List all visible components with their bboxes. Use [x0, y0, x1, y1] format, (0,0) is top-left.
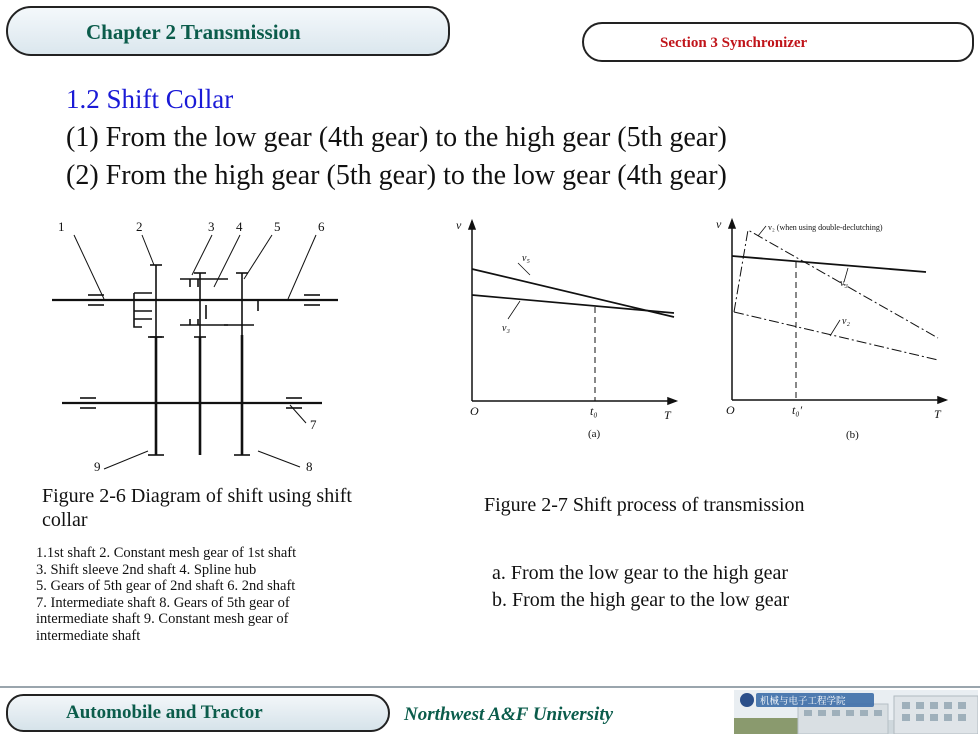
- shift-item-a: a. From the low gear to the high gear: [492, 562, 789, 584]
- figure-2-7-caption: Figure 2-7 Shift process of transmission: [484, 494, 805, 516]
- college-banner-image: [734, 690, 978, 734]
- shift-item-b: b. From the high gear to the low gear: [492, 589, 790, 611]
- axis-label-t: T: [934, 407, 941, 421]
- part-number: 1: [58, 219, 65, 234]
- legend-line: 7. Intermediate shaft 8. Gears of 5th gear of: [36, 594, 290, 611]
- legend-line: intermediate shaft: [36, 627, 141, 644]
- point-one: (1) From the low gear (4th gear) to the high gear (5th gear): [66, 122, 727, 153]
- point-two: (2) From the high gear (5th gear) to the low gear (4th gear): [66, 160, 727, 191]
- banner-text: 机械与电子工程学院: [760, 696, 846, 707]
- university-name: Northwest A&F University: [404, 704, 614, 725]
- part-number: 5: [274, 219, 281, 234]
- axis-label-t: T: [664, 408, 671, 422]
- part-number: 2: [136, 219, 143, 234]
- line-label-v5: v₅: [522, 253, 530, 264]
- legend-line: 5. Gears of 5th gear of 2nd shaft 6. 2nd shaft: [36, 578, 296, 594]
- figure-2-6-caption: Figure 2-6 Diagram of shift using shift collar: [42, 485, 352, 531]
- tick-label: t₀: [590, 404, 598, 418]
- part-number: 9: [94, 459, 101, 474]
- speed-graph-b: [706, 212, 968, 445]
- line-label-v2: v₂: [842, 316, 850, 327]
- parts-legend: [36, 545, 416, 644]
- axis-label-v: v: [716, 217, 722, 231]
- panel-label-b: (b): [846, 429, 859, 441]
- footer-divider: [0, 686, 980, 688]
- origin-label: O: [726, 403, 735, 417]
- line-label-v2-top: v₂ (when using double-declutching): [768, 223, 883, 232]
- origin-label: O: [470, 404, 479, 418]
- part-number: 7: [310, 417, 317, 432]
- section-title: Section 3 Synchronizer: [660, 35, 808, 51]
- part-number: 6: [318, 219, 325, 234]
- line-label-v3: v₃: [840, 278, 848, 289]
- legend-line: 3. Shift sleeve 2nd shaft 4. Spline hub: [36, 561, 257, 578]
- axis-label-v: v: [456, 218, 462, 232]
- legend-line: intermediate shaft 9. Constant mesh gear of: [36, 611, 289, 627]
- line-label-v3: v₃: [502, 323, 510, 334]
- part-number: 4: [236, 219, 243, 234]
- slide-heading: 1.2 Shift Collar: [66, 84, 234, 114]
- legend-line: 1.1st shaft 2. Constant mesh gear of 1st shaft: [36, 545, 297, 561]
- speed-graph-a: [448, 215, 688, 445]
- tick-label: t₀′: [792, 403, 803, 417]
- gearbox-schematic: [30, 215, 430, 485]
- panel-label-a: (a): [588, 428, 601, 440]
- part-number: 3: [208, 219, 215, 234]
- course-title: Automobile and Tractor: [66, 702, 263, 723]
- chapter-title: Chapter 2 Transmission: [86, 20, 301, 44]
- shift-process-list: [492, 560, 789, 614]
- part-number: 8: [306, 459, 313, 474]
